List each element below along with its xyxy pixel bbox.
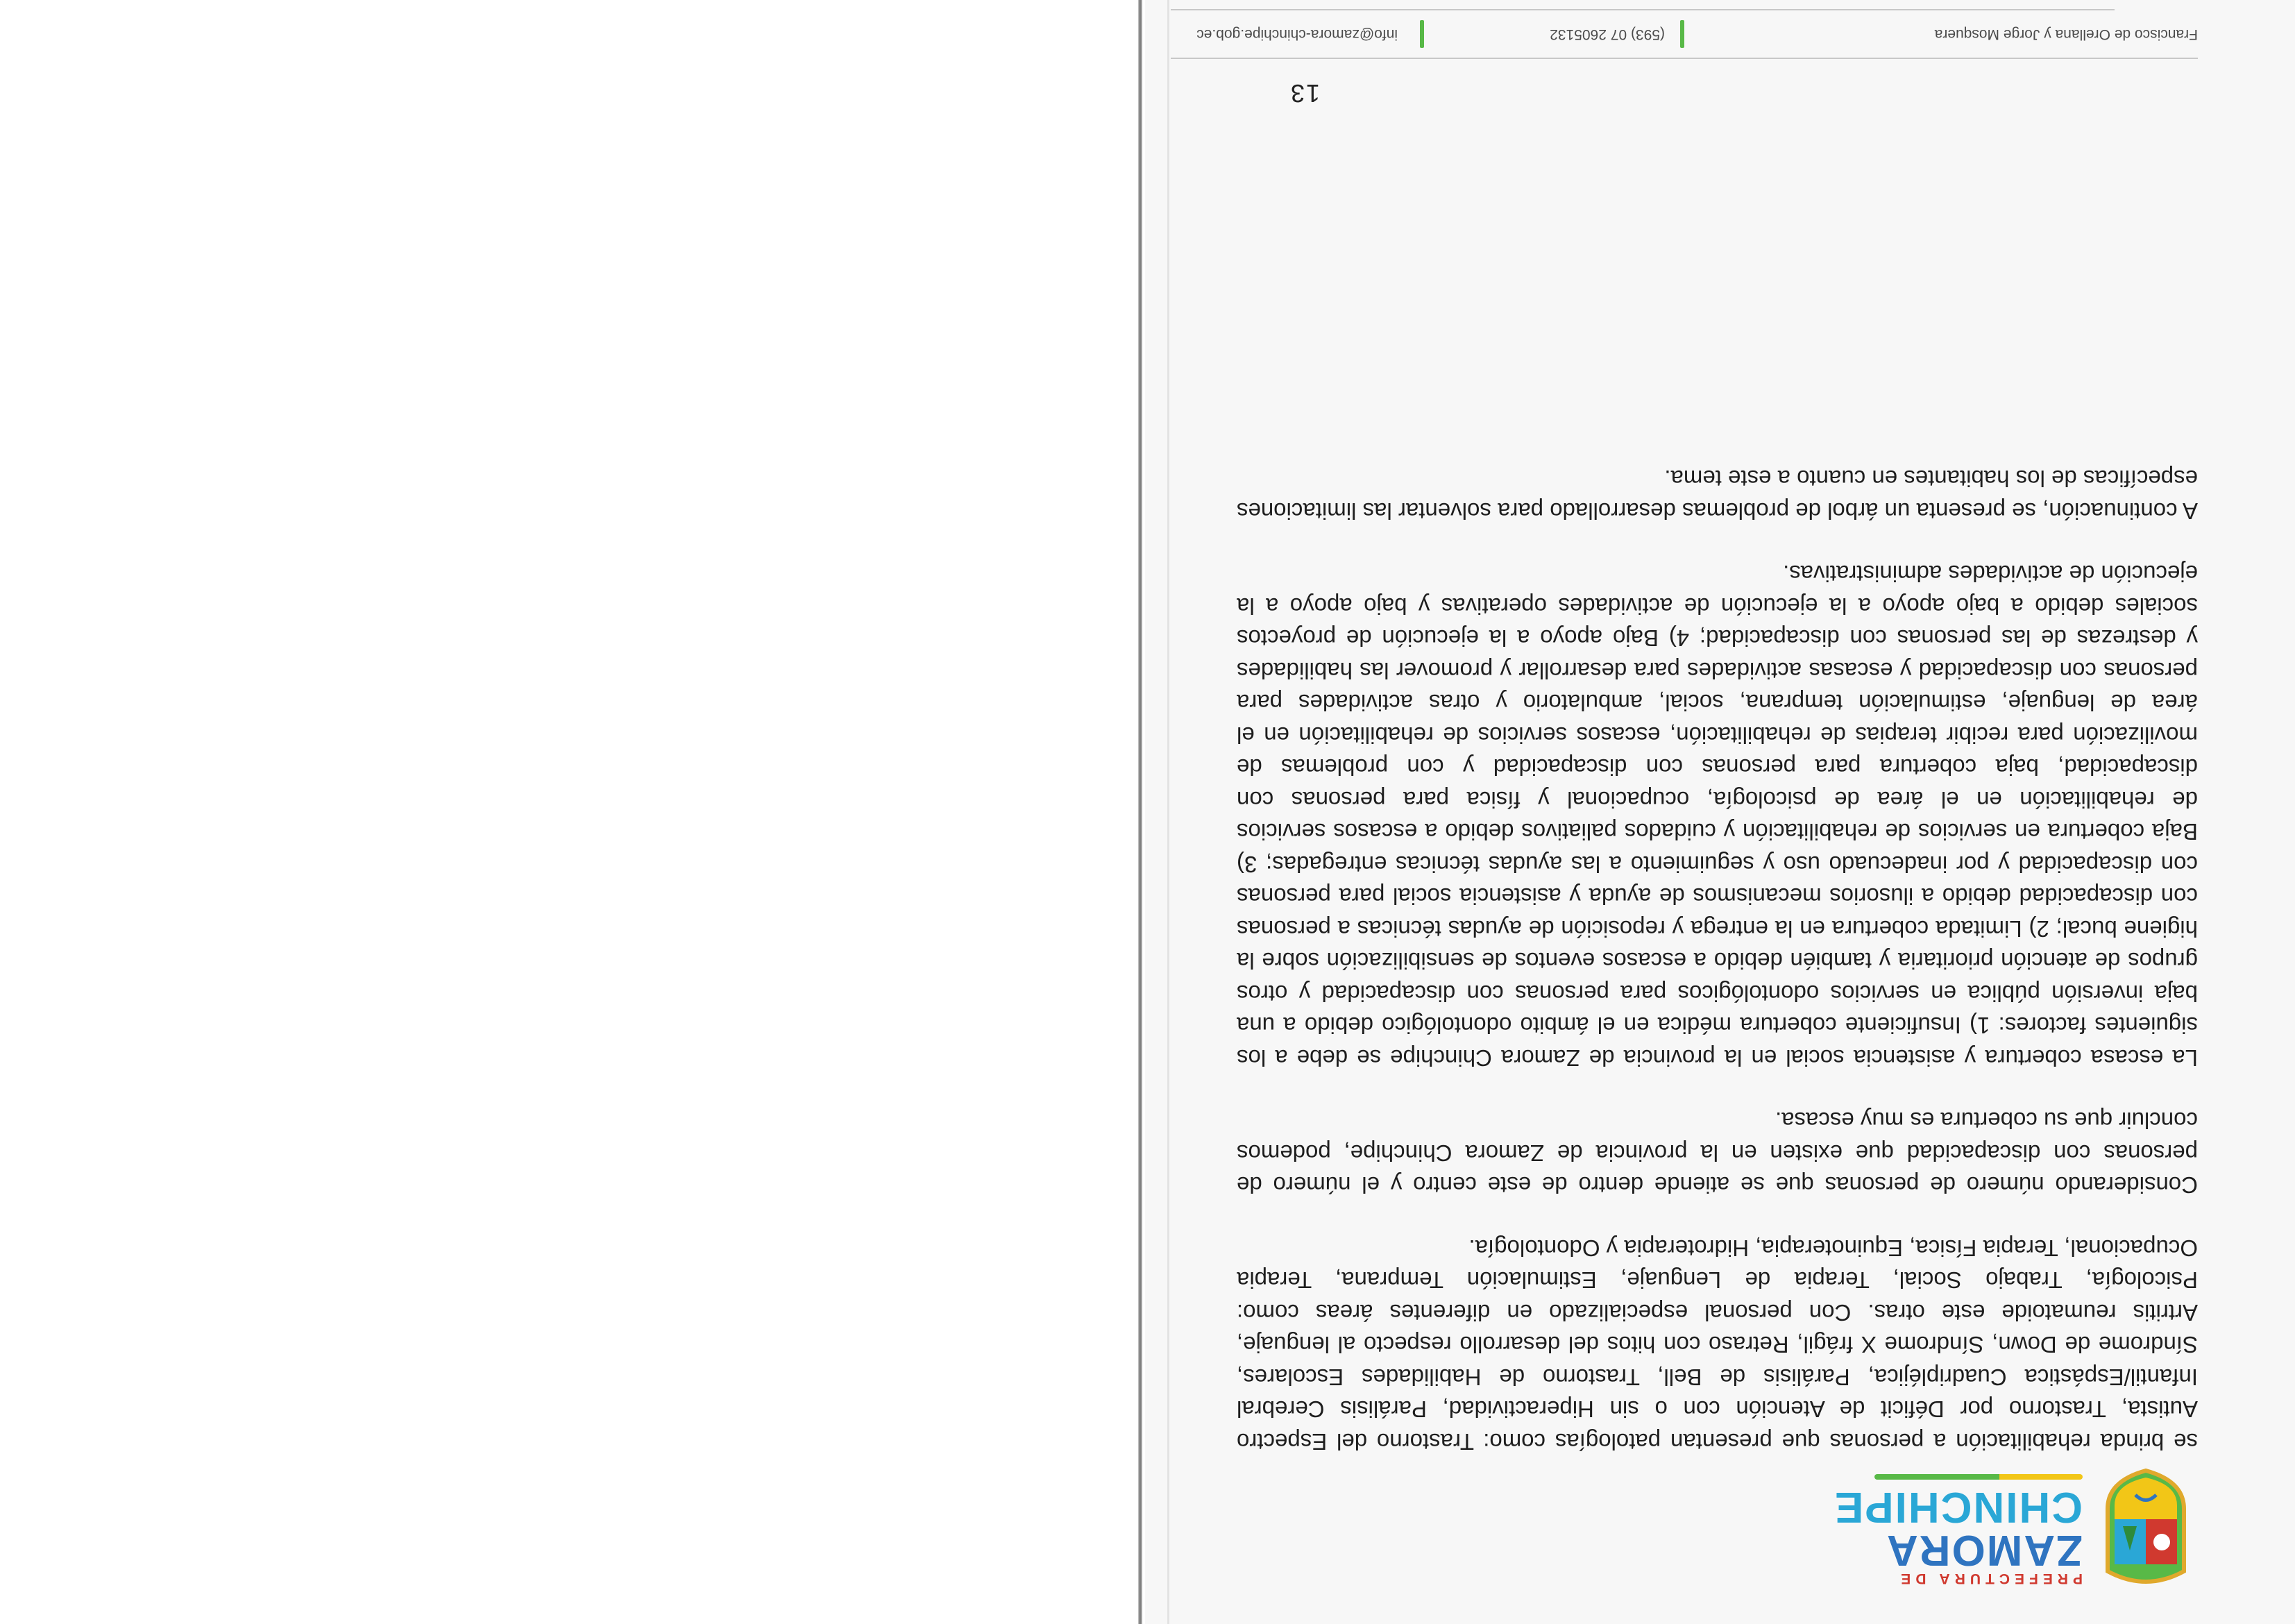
footer-address: Francisco de Orellana y Jorge Mosquera xyxy=(1934,26,2198,42)
footer-divider xyxy=(1171,9,2115,10)
logo-color-bar xyxy=(1874,1474,2083,1480)
footer-phone: (593) 07 2605132 xyxy=(1550,26,1665,42)
page-number: 13 xyxy=(1289,79,1320,108)
footer-email: info@zamora-chinchipe.gob.ec xyxy=(1196,26,1398,42)
logo-zamora-text: ZAMORA xyxy=(1885,1526,2083,1574)
logo-text xyxy=(1834,1474,2083,1586)
prefectura-logo xyxy=(1809,1462,2198,1598)
footer-separator xyxy=(1680,20,1684,48)
paragraph: La escasa cobertura y asistencia social en la provincia de Zamora Chinchipe se debe a los siguientes factores: 1) Insuficiente cobertura médica en el ámbito odontológico debido a una baja inversión pública en servicios odontológicos para personas con discapacidad y otros grupos de atención prioritaria y también debido a escasos eventos de sensibilización sobre la higiene bucal; 2) Limitada cobertura en la entrega y reposición de ayudas técnicas a personas con discapacidad debido a ilusorios mecanismos de ayuda y asistencia social para personas con discapacidad y por inadecuado uso y seguimiento a las ayudas técnicas entregadas; 3) Baja cobertura en servicios de rehabilitación y cuidados paliativos debido a escasos servicios de rehabilitación en el área de psicología, ocupacional y física para personas con discapacidad, baja cobertura para personas con discapacidad y con problemas de movilización para recibir terapias de rehabilitación, escasos servicios de rehabilitación en el área de lenguaje, estimulación temprana, social, ambulatorio y otras actividades para personas con discapacidad y escasas actividades para desarrollar y promover las habilidades y destrezas de las personas con discapacidad; 4) Bajo apoyo a la ejecución de proyectos sociales debido a bajo apoyo a la ejecución de actividades operativas y bajo apoyo a la ejecución de actividades administrativas. xyxy=(1237,561,2198,1071)
blank-scan-area xyxy=(0,0,1142,1624)
page-footer xyxy=(1171,8,2198,59)
logo-chinchipe-text: CHINCHIPE xyxy=(1833,1483,2083,1531)
page-edge xyxy=(1167,0,1169,1624)
footer-divider xyxy=(1171,58,2198,59)
paragraph: A continuación, se presenta un árbol de problemas desarrollado para solventar las limitaciones específicas de los habitantes en cuanto a este tema. xyxy=(1237,466,2198,524)
document-page xyxy=(1145,0,2295,1624)
paragraph: Considerando número de personas que se atiende dentro de este centro y el número de personas con discapacidad que existen en la provincia de Zamora Chinchipe, podemos concluir que su cobertura es muy escasa. xyxy=(1237,1108,2198,1199)
coat-of-arms-icon xyxy=(2094,1468,2198,1593)
paragraph: se brinda rehabilitación a personas que presentan patologías como: Trastorno del Espectro Autista, Trastorno por Déficit de Atención con o sin Hiperactividad, Parálisis Cerebral Infantil/Espástica Cuadripléjica, Parálisis de Bell, Trastorno de Habilidades Escolares, Síndrome de Down, Síndrome X frágil, Retraso con hitos del desarrollo respecto al lenguaje, Artritis reumatoide este otras. Con personal especializado en diferentes áreas como: Psicología, Trabajo Social, Terapia de Lenguaje, Estimulación Temprana, Terapia Ocupacional, Terapia Física, Equinoterapia, Hidroterapia y Odontología. xyxy=(1237,1235,2198,1455)
document-body xyxy=(1237,432,2198,1457)
footer-separator xyxy=(1420,20,1424,48)
logo-prefectura-text: PREFECTURA DE xyxy=(1896,1571,2083,1587)
page-fold-line xyxy=(1138,0,1142,1624)
